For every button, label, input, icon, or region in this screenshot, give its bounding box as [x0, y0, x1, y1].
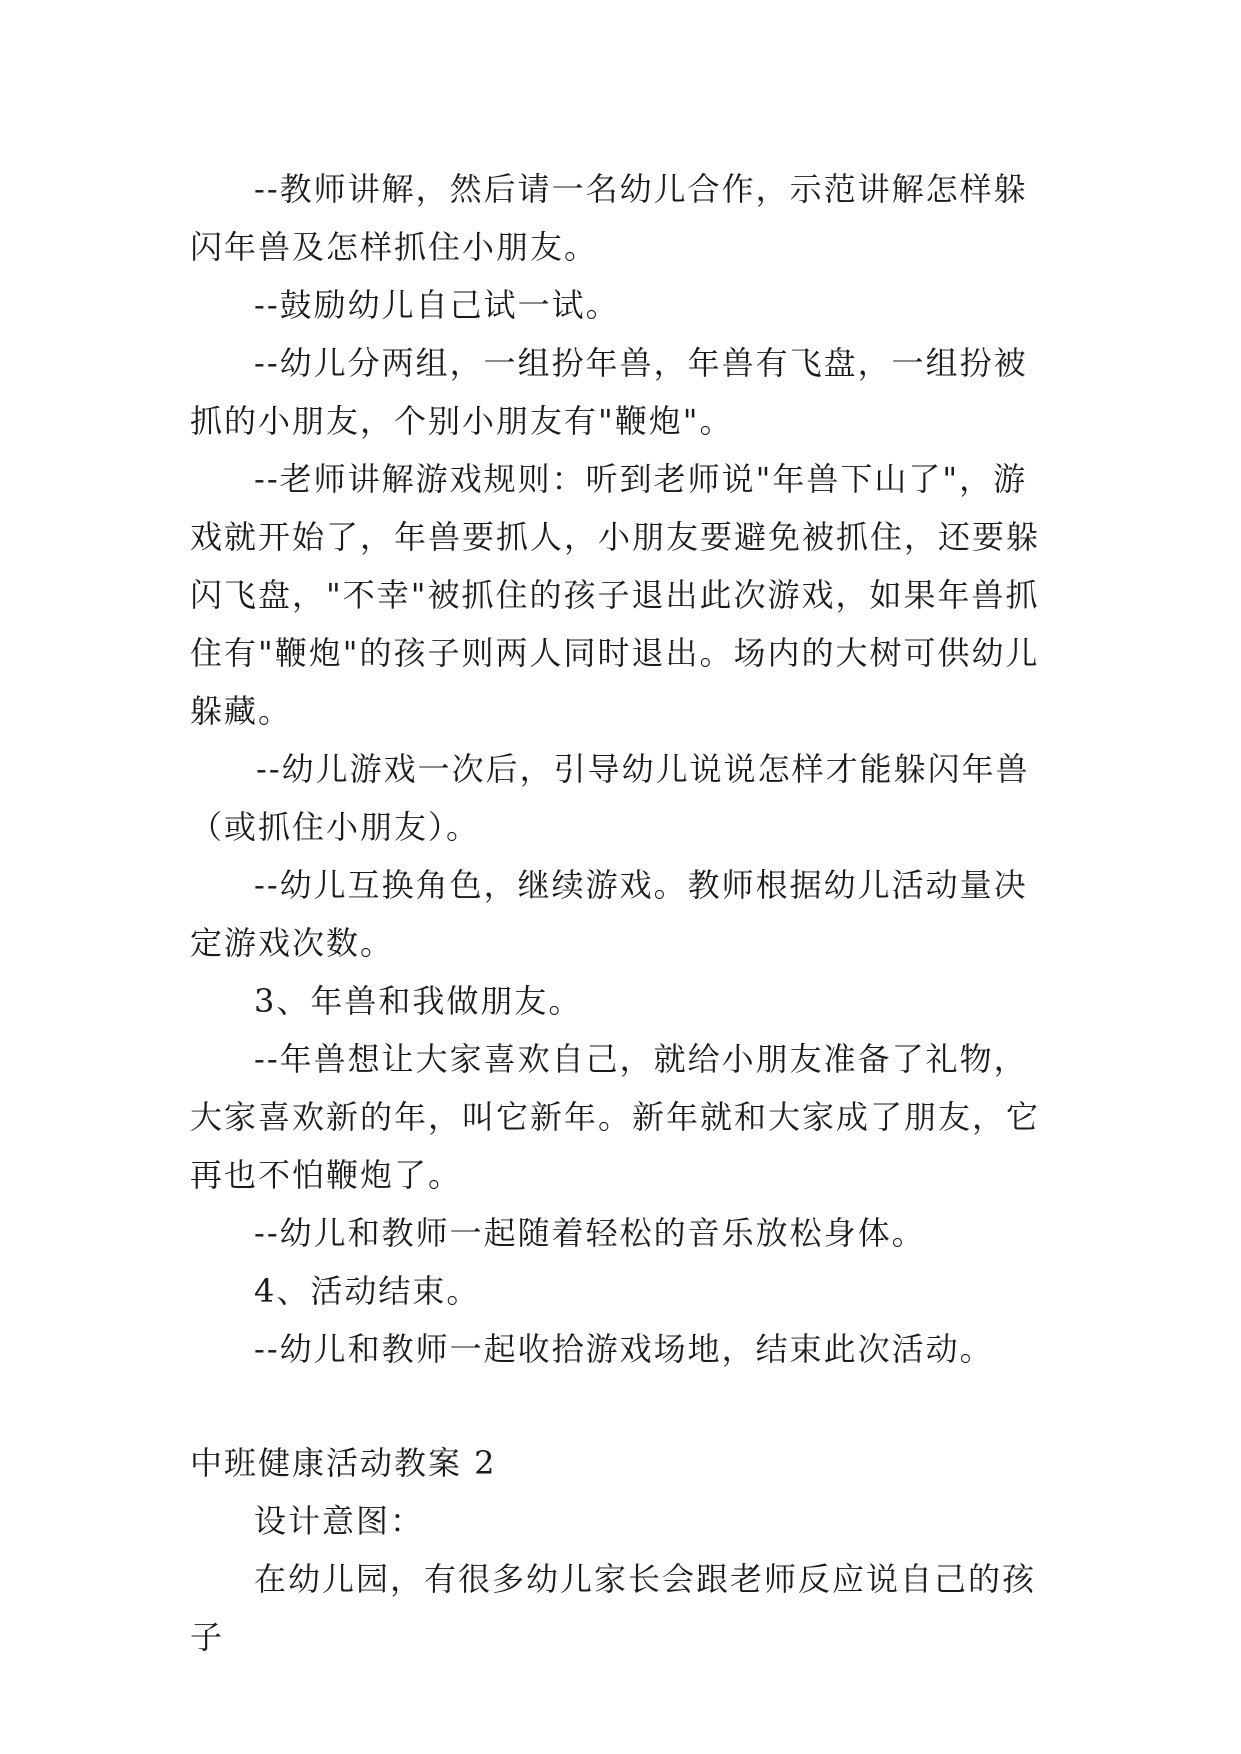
section-title: 中班健康活动教案 2 [190, 1444, 497, 1482]
paragraph-design-intent: 在幼儿园，有很多幼儿家长会跟老师反应说自己的孩子 [190, 1560, 1037, 1656]
paragraph-cleanup: --幼儿和教师一起收拾游戏场地，结束此次活动。 [254, 1330, 994, 1368]
step-heading-3: 3、年兽和我做朋友。 [254, 982, 583, 1020]
design-intent-heading: 设计意图： [254, 1502, 425, 1540]
paragraph-relax: --幼儿和教师一起随着轻松的音乐放松身体。 [254, 1214, 926, 1252]
paragraph-groups: --幼儿分两组，一组扮年兽，年兽有飞盘，一组扮被抓的小朋友，个别小朋友有"鞭炮"。 [190, 344, 1028, 440]
document-body [190, 160, 1050, 1666]
paragraph-teacher-demo: --教师讲解，然后请一名幼儿合作，示范讲解怎样躲闪年兽及怎样抓住小朋友。 [190, 170, 1028, 266]
paragraph-switch-roles: --幼儿互换角色，继续游戏。教师根据幼儿活动量决定游戏次数。 [190, 866, 1028, 962]
paragraph-game-rules: --老师讲解游戏规则：听到老师说"年兽下山了"，游戏就开始了，年兽要抓人，小朋友要避免被抓住，还要躲闪飞盘，"不幸"被抓住的孩子退出此次游戏，如果年兽抓住有"鞭炮"的孩子则两人同时退出。场内的大树可供幼儿躲藏。 [190, 460, 1041, 730]
paragraph-friends: --年兽想让大家喜欢自己，就给小朋友准备了礼物，大家喜欢新的年，叫它新年。新年就和大家成了朋友，它再也不怕鞭炮了。 [190, 1040, 1041, 1194]
paragraph-encourage: --鼓励幼儿自己试一试。 [254, 286, 620, 324]
step-heading-4: 4、活动结束。 [254, 1272, 481, 1310]
paragraph-after-game: --幼儿游戏一次后，引导幼儿说说怎样才能躲闪年兽（或抓住小朋友）。 [190, 750, 1030, 846]
section-gap [190, 1378, 1050, 1434]
